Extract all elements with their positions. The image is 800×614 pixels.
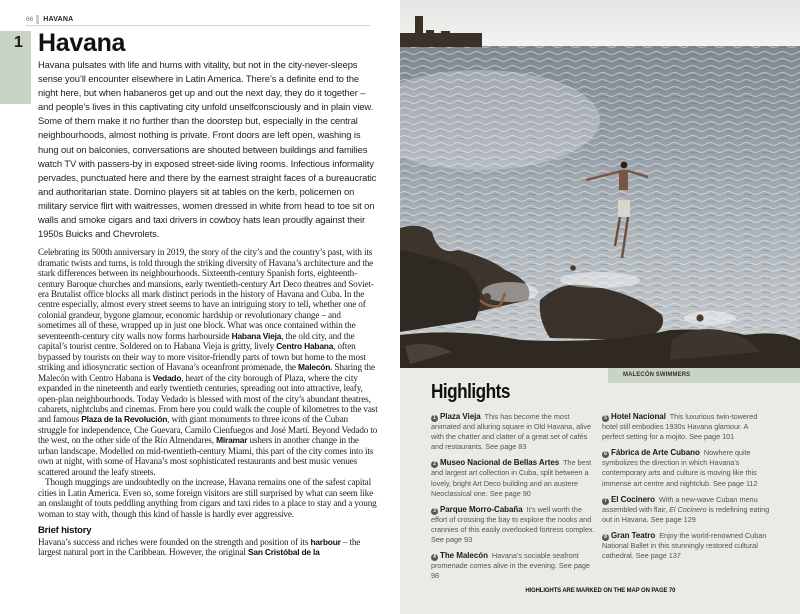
- highlights-map-note: [400, 586, 800, 595]
- highlight-item: [602, 448, 772, 488]
- highlight-number-badge: 5: [602, 415, 609, 422]
- highlight-description: Havana’s sociable seafront promenade comes alive in the evening. See page 98: [431, 551, 590, 581]
- highlight-description: This has become the most animated and alluring square in Old Havana, alive with the chatter and clatter of a great set of cafés and restaurants. See page 83: [431, 412, 592, 452]
- highlight-number-badge: 6: [602, 451, 609, 458]
- highlight-description: With a new-wave Cuban menu assembled with flair,: [602, 494, 758, 514]
- photo-caption-strip: [608, 368, 800, 383]
- intro-paragraph: Havana pulsates with life and hums with vitality, but not in the city-never-sleeps sense you’ll encounter elsewhere in Latin America. There’s a definite end to the night here, but when habaneros get up and out the next day, they do it together – and people’s lives in this captivating city unfold unselfconsciously and in plain view. Some of them make it no further than the doorstep but, especially in the central neighbourhoods, almost nothing is private. Front doors are left open, washing is hung out on balconies, conversations are shouted between buildings and families watch TV with passers-by in exposed street-side living rooms. Infectious informality pervades, punctuated here and there by the earnest straight faces of a bureaucratic and authoritarian state. Domino players sit at tables on the kerb, policemen on military service flirt with waitresses, women dressed in white from head to toe sit on walls and smoke cigars and taxi drivers in cowboy hats lean proudly against their 1950s Buicks and Chevrolets.: [38, 59, 377, 240]
- photo-illustration: [400, 0, 800, 368]
- page-number: 66: [26, 15, 34, 23]
- body-text: – the largest natural port in the Caribbean. However, the original: [38, 537, 361, 558]
- highlight-name: Hotel Nacional: [611, 412, 666, 421]
- body-text: , heart of the city borough of Plaza, where the city expanded in the nineteenth and early twentieth centuries, spreading out into attractive, leafy, open-plan neighbourhoods. Today Vedado is blessed with most of the city’s abundant theatres, cabarets, nightclubs and cinemas. From here you could walk the couple of kilometres to the vast and famous: [38, 372, 378, 425]
- place-name: harbour: [310, 537, 341, 547]
- highlights-column-2: [602, 412, 772, 567]
- highlight-number-badge: 2: [431, 461, 438, 468]
- photo-caption: MALECÓN SWIMMERS: [623, 372, 691, 378]
- highlight-description: Enjoy the world-renowned Cuban National Ballet in this stunningly restored cultural cathedral. See page 137: [602, 530, 767, 561]
- highlight-number-badge: 4: [431, 554, 438, 561]
- highlight-number-badge: 3: [431, 508, 438, 515]
- place-name: Plaza de la Revolución: [81, 414, 168, 425]
- body-text: . Sharing the Malecón with Centro Habana is: [38, 362, 375, 383]
- photo-malecon-swimmers: [400, 0, 800, 368]
- chapter-number: 1: [14, 34, 23, 51]
- body-text: , with giant monuments to three icons of the Cuban struggle for independence, Che Guevara, Camilo Cienfuegos and José Martí. Beyond Vedado to the west, on the other side of the Río Almendares,: [38, 414, 378, 446]
- highlight-name: Fábrica de Arte Cubano: [611, 448, 700, 458]
- highlight-item: [431, 551, 597, 581]
- brief-history-heading: Brief history: [38, 525, 92, 536]
- running-head: [26, 13, 370, 26]
- body-text: , the old city, and the capital’s tourist centre. Soldered on to Habana Vieja is gritty, lively: [38, 330, 355, 352]
- page-title: Havana: [38, 29, 126, 57]
- highlight-italic-name: El Cocinero: [669, 504, 707, 514]
- highlights-map-note-text: HIGHLIGHTS ARE MARKED ON THE MAP ON PAGE 70: [524, 587, 675, 594]
- highlight-number-badge: 1: [431, 415, 438, 422]
- place-name: San Cristóbal de la: [248, 547, 320, 558]
- highlight-item: [602, 412, 772, 442]
- brief-history-text: [38, 537, 378, 558]
- running-head-section: HAVANA: [43, 15, 74, 23]
- body-paragraphs: [38, 247, 378, 519]
- highlight-item: [431, 412, 597, 452]
- highlight-description: This luxurious twin-towered hotel still embodies 1930s Havana glamour. A perfect setting for a mojito. See page 101: [602, 412, 758, 442]
- highlight-description: is redefining eating out in Havana. See page 129: [602, 504, 770, 524]
- place-name: Malecón: [298, 362, 331, 373]
- highlight-name: The Malecón: [440, 551, 488, 561]
- highlight-name: Plaza Vieja: [440, 412, 481, 421]
- highlight-name: Parque Morro-Cabaña: [440, 504, 523, 514]
- body-text: Havana’s success and riches were founded on the strength and position of its: [38, 537, 309, 547]
- highlight-item: [602, 495, 772, 525]
- chapter-tab: [0, 31, 31, 104]
- highlight-description: Nowhere quite symbolizes the direction in which Havana’s contemporary arts and culture is moving like this immense art centre and nightclub. See page 112: [602, 448, 758, 488]
- highlight-item: [431, 458, 597, 498]
- body-text: ushers in another change in the urban landscape. Modelled on mid-twentieth-century Miami, this part of the city comes into its own at night, with some of Havana’s most sophisticated restaurants and best music venues scattered around the leafy streets.: [38, 435, 374, 477]
- highlight-name: El Cocinero: [611, 494, 655, 504]
- highlight-item: [431, 505, 597, 545]
- place-name: Vedado: [152, 372, 182, 383]
- highlights-column-1: [431, 412, 597, 587]
- highlight-number-badge: 7: [602, 498, 609, 505]
- highlights-title: Highlights: [431, 381, 510, 403]
- body-text: Celebrating its 500th anniversary in 2019, the story of the city’s and the country’s past, with its dramatic twists and turns, is told through the striking diversity of Havana’s architecture and the stark differences between its neighbourhoods. Sixteenth-century Spanish forts, eighteenth-century Baroque churches and mansions, early twentieth-century Art Deco theatres and Soviet-era Brutalist office blocks all mark distinct periods in the history of Havana and Cuba. In the centre especially, almost every street seems to have an intriguing story to tell, whether one of colonial grandeur, bygone glamour, economic hardship or revolutionary change – and sometimes all of these, wrapped up in just one block. What was once contained within the seventeenth-century city walls now forms harbourside: [38, 247, 374, 341]
- right-page: [400, 0, 800, 614]
- highlight-description: It’s well worth the effort of crossing the bay to explore the nooks and crannies of this easily overlooked fortress complex. See page 93: [431, 504, 595, 545]
- highlight-name: Museo Nacional de Bellas Artes: [440, 458, 560, 468]
- highlight-description: The best and largest art collection in Cuba, split between a lovely, bright Art Deco building and an austere Neoclassical one. See page 90: [431, 458, 592, 498]
- highlight-number-badge: 8: [602, 534, 609, 541]
- body-text: Though muggings are undoubtedly on the increase, Havana remains one of the safest capital cities in Latin America. Even so, some foreign visitors are still surprised by what can seem like an onslaught of touts peddling anything from cigars and taxi rides to a place to stay and a young woman to stay with, though this kind of hassle is hardly ever aggressive.: [38, 477, 377, 519]
- highlight-name: Gran Teatro: [611, 530, 656, 540]
- highlight-item: [602, 531, 772, 561]
- place-name: Habana Vieja: [231, 330, 282, 341]
- running-head-marker: [36, 15, 39, 24]
- place-name: Centro Habana: [276, 341, 334, 352]
- body-text: , often bypassed by tourists on their way to more visitor-friendly parts of town but home to the most striking and idiosyncratic section of Havana’s oceanfront promenade, the: [38, 341, 366, 373]
- left-page-text-column: [38, 58, 378, 558]
- place-name: Miramar: [216, 435, 248, 446]
